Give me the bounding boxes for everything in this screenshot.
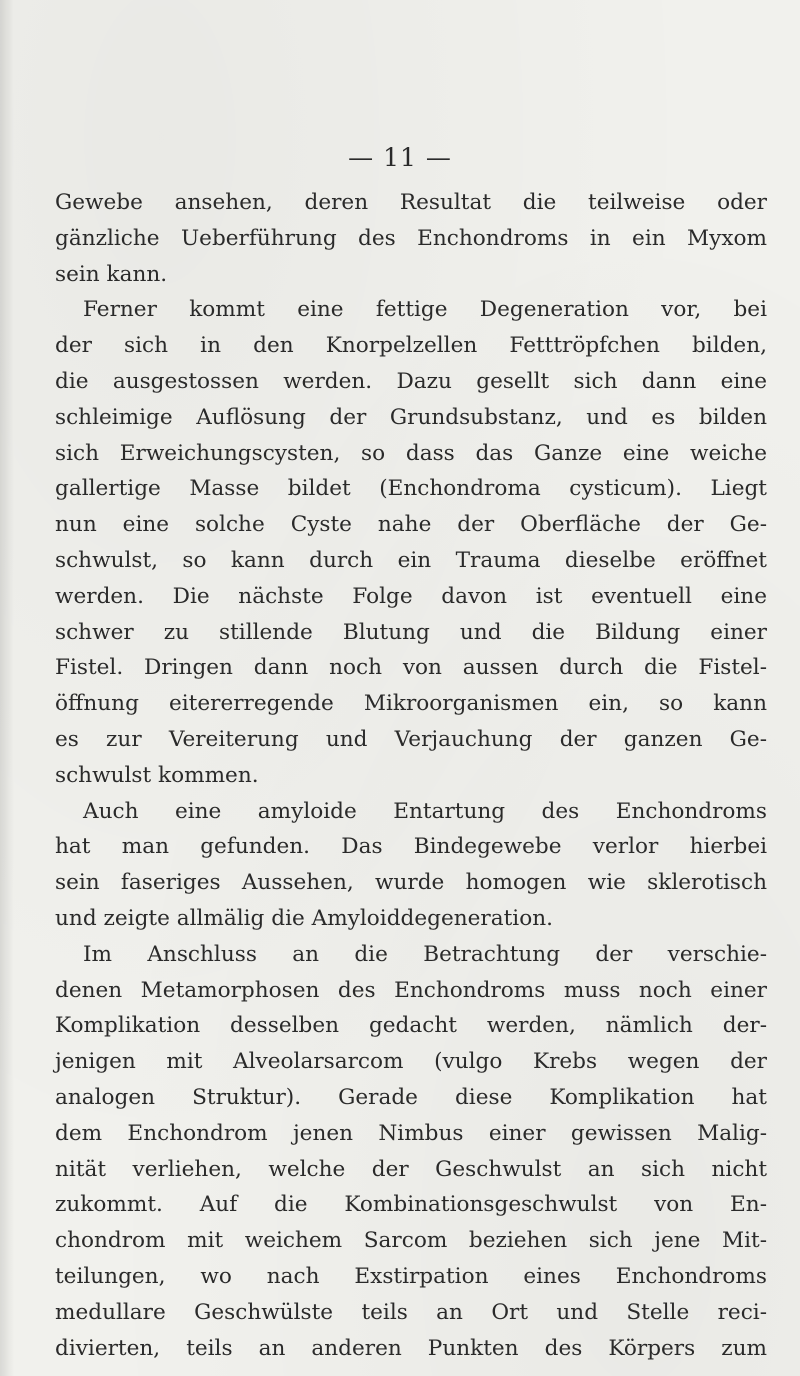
text-line: die ausgestossen werden. Dazu gesellt sich dann eine	[55, 368, 767, 394]
paragraph	[55, 292, 767, 793]
text-line: nität verliehen, welche der Geschwulst an sich nicht	[55, 1156, 767, 1182]
text-line: schleimige Auflösung der Grundsubstanz, und es bilden	[55, 404, 767, 430]
text-line: schwulst, so kann durch ein Trauma dieselbe eröffnet	[55, 547, 767, 573]
page-edge-shadow	[0, 0, 14, 1376]
text-line: teilungen, wo nach Exstirpation eines Enchondroms	[55, 1263, 767, 1289]
text-line: analogen Struktur). Gerade diese Komplikation hat	[55, 1084, 767, 1110]
paragraph	[55, 937, 767, 1367]
text-line: sein kann.	[55, 261, 168, 287]
text-line: sich Erweichungscysten, so dass das Ganze eine weiche	[55, 440, 767, 466]
text-line: öffnung eitererregende Mikroorganismen ein, so kann	[55, 691, 767, 717]
text-line: Fistel. Dringen dann noch von aussen durch die Fistel-	[55, 655, 767, 681]
text-line: schwer zu stillende Blutung und die Bildung einer	[55, 619, 767, 645]
page-number: — 11 —	[348, 143, 452, 172]
text-line: zukommt. Auf die Kombinationsgeschwulst von En-	[55, 1192, 767, 1218]
text-line: nun eine solche Cyste nahe der Oberfläche der Ge-	[55, 512, 767, 538]
text-line: medullare Geschwülste teils an Ort und Stelle reci-	[55, 1299, 767, 1325]
body-text	[55, 185, 767, 1366]
text-line: jenigen mit Alveolarsarcom (vulgo Krebs wegen der	[55, 1049, 767, 1075]
text-line: denen Metamorphosen des Enchondroms muss noch einer	[55, 977, 767, 1003]
text-line: Auch eine amyloide Entartung des Enchondroms	[83, 798, 767, 824]
text-line: divierten, teils an anderen Punkten des Körpers zum	[55, 1335, 767, 1361]
text-line: Gewebe ansehen, deren Resultat die teilweise oder	[55, 190, 767, 215]
paragraph	[55, 794, 767, 937]
text-line: es zur Vereiterung und Verjauchung der ganzen Ge-	[55, 726, 767, 752]
text-line: gallertige Masse bildet (Enchondroma cysticum). Liegt	[55, 476, 767, 502]
text-line: schwulst kommen.	[55, 762, 259, 788]
paragraph	[55, 185, 767, 292]
text-line: und zeigte allmälig die Amyloiddegeneration.	[55, 905, 553, 931]
text-line: werden. Die nächste Folge davon ist eventuell eine	[55, 583, 767, 609]
text-line: Komplikation desselben gedacht werden, nämlich der-	[55, 1013, 767, 1039]
text-line: sein faseriges Aussehen, wurde homogen wie sklerotisch	[55, 870, 767, 896]
text-line: Ferner kommt eine fettige Degeneration vor, bei	[83, 297, 767, 323]
text-line: hat man gefunden. Das Bindegewebe verlor hierbei	[55, 834, 767, 860]
text-line: chondrom mit weichem Sarcom beziehen sich jene Mit-	[55, 1228, 767, 1254]
text-line: der sich in den Knorpelzellen Fetttröpfchen bilden,	[55, 333, 767, 359]
text-line: dem Enchondrom jenen Nimbus einer gewissen Malig-	[55, 1120, 767, 1146]
text-line: Im Anschluss an die Betrachtung der verschie-	[83, 941, 767, 967]
text-line: gänzliche Ueberführung des Enchondroms in ein Myxom	[55, 225, 767, 251]
